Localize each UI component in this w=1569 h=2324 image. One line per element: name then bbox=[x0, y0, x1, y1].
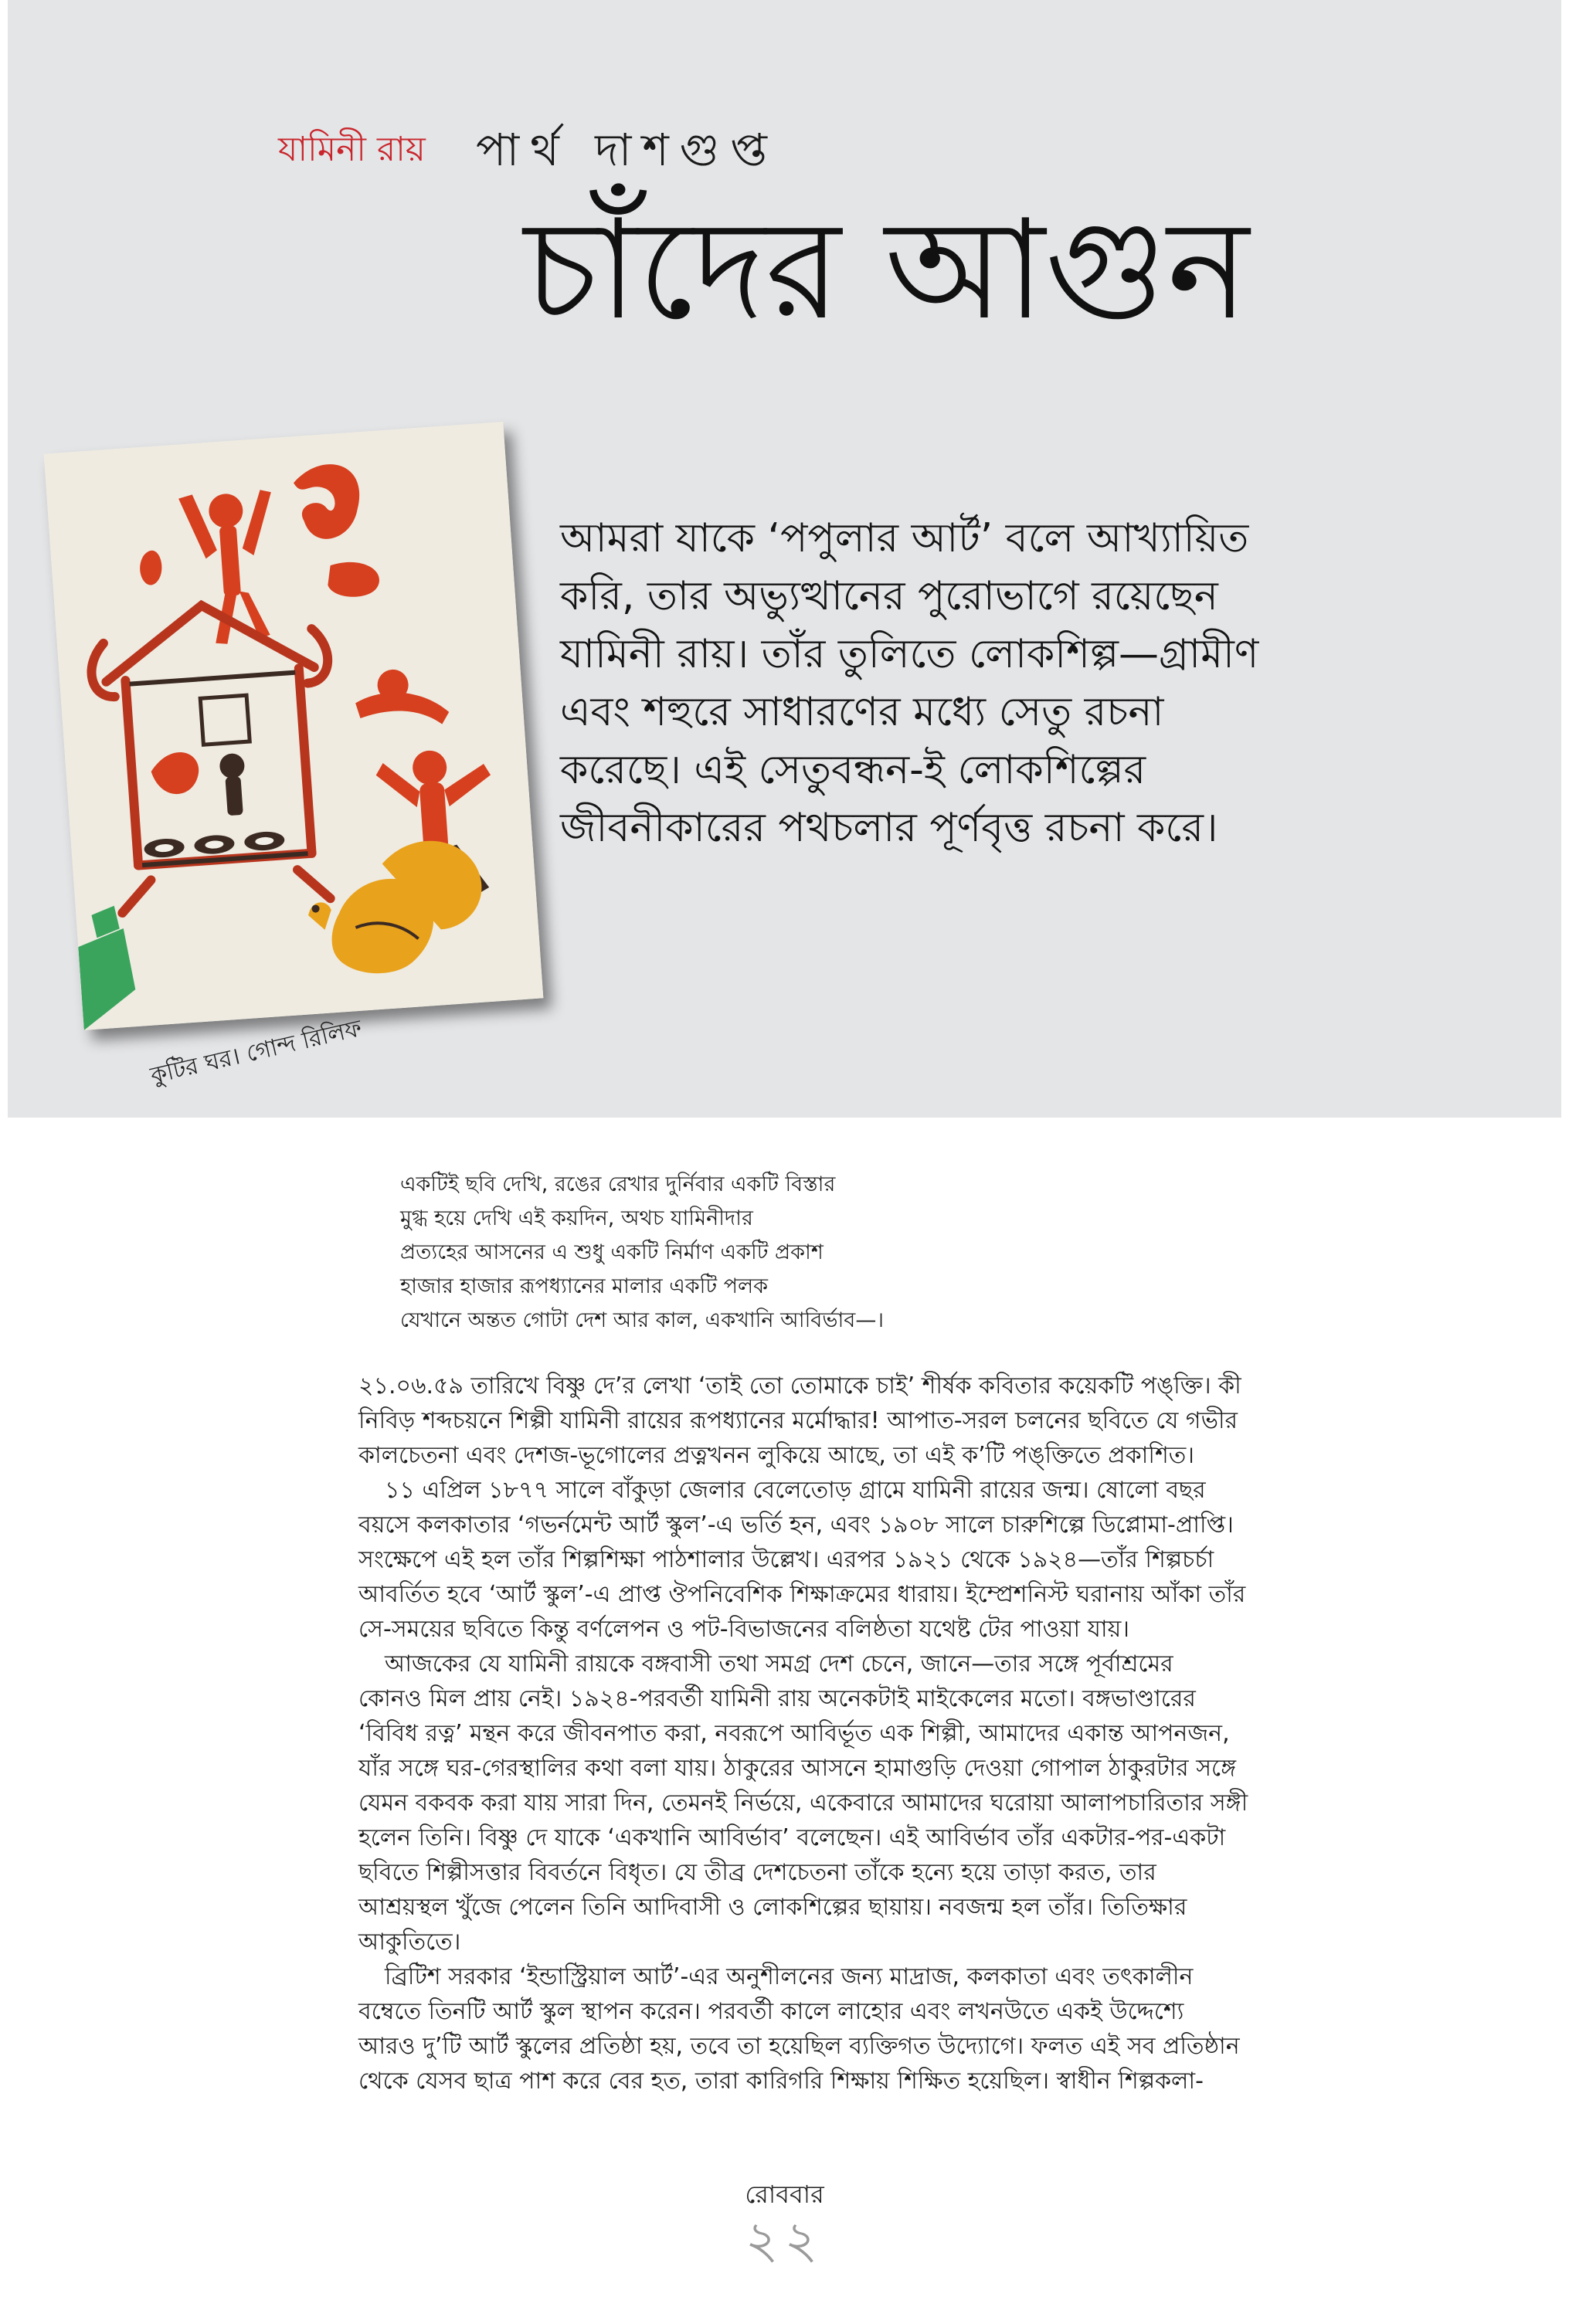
body-line: থেকে যেসব ছাত্র পাশ করে বের হত, তারা কারিগরি শিক্ষায় শিক্ষিত হয়েছিল। স্বাধীন শিল্পকলা- bbox=[358, 2068, 1204, 2095]
body-line: সে-সময়ের ছবিতে কিন্তু বর্ণলেপন ও পট-বিভাজনের বলিষ্ঠতা যথেষ্ট টের পাওয়া যায়। bbox=[358, 1616, 1129, 1643]
intro-paragraph bbox=[560, 510, 1533, 857]
intro-line: আমরা যাকে ‘পপুলার আর্ট’ বলে আখ্যায়িত bbox=[560, 515, 1249, 561]
body-line: আজকের যে যামিনী রায়কে বঙ্গবাসী তথা সমগ্র দেশ চেনে, জানে—তার সঙ্গে পূর্বাশ্রমের bbox=[385, 1651, 1173, 1678]
article-title: চাঁদের আগুন bbox=[524, 190, 1249, 350]
intro-line: করেছে। এই সেতুবন্ধন-ই লোকশিল্পের bbox=[560, 747, 1146, 793]
article-body bbox=[358, 1369, 1296, 2098]
body-line: আবর্তিত হবে ‘আর্ট স্কুল’-এ প্রাপ্ত ঔপনিবেশিক শিক্ষাক্রমের ধারায়। ইম্প্রেশনিস্ট ঘরানায় আঁকা তাঁর bbox=[358, 1581, 1246, 1608]
gond-relief-painting bbox=[44, 422, 544, 1030]
body-line: আশ্রয়স্থল খুঁজে পেলেন তিনি আদিবাসী ও লোকশিল্পের ছায়ায়। নবজন্ম হল তাঁর। তিতিক্ষার bbox=[358, 1894, 1187, 1921]
body-line: ব্রিটিশ সরকার ‘ইন্ডাস্ট্রিয়াল আর্ট’-এর অনুশীলনের জন্য মাদ্রাজ, কলকাতা এবং তৎকালীন bbox=[385, 1963, 1194, 1990]
body-line: ছবিতে শিল্পীসত্তার বিবর্তনে বিধৃত। যে তীব্র দেশচেতনা তাঁকে হন্যে হয়ে তাড়া করত, তার bbox=[358, 1859, 1156, 1886]
poem-line: মুগ্ধ হয়ে দেখি এই কয়দিন, অথচ যামিনীদার bbox=[400, 1206, 753, 1230]
body-line: আকুতিতে। bbox=[358, 1929, 461, 1956]
poem-quote bbox=[400, 1168, 1327, 1338]
intro-line: এবং শহুরে সাধারণের মধ্যে সেতু রচনা bbox=[560, 689, 1164, 735]
poem-line: হাজার হাজার রূপধ্যানের মালার একটি পলক bbox=[400, 1274, 769, 1298]
body-line: ‘বিবিধ রত্ন’ মন্থন করে জীবনপাত করা, নবরূপে আবির্ভূত এক শিল্পী, আমাদের একান্ত আপনজন, bbox=[358, 1720, 1230, 1747]
intro-line: জীবনীকারের পথচলার পূর্ণবৃত্ত রচনা করে। bbox=[560, 805, 1218, 851]
body-line: কালচেতনা এবং দেশজ-ভূগোলের প্রত্নখনন লুকিয়ে আছে, তা এই ক’টি পঙ্‌ক্তিতে প্রকাশিত। bbox=[358, 1442, 1194, 1469]
body-line: নিবিড় শব্দচয়নে শিল্পী যামিনী রায়ের রূপধ্যানের মর্মোদ্ধার! আপাত-সরল চলনের ছবিতে যে গভীর bbox=[358, 1407, 1238, 1434]
author-name: পার্থ দাশগুপ্ত bbox=[476, 124, 778, 176]
intro-line: করি, তার অভ্যুত্থানের পুরোভাগে রয়েছেন bbox=[560, 573, 1218, 619]
magazine-name: রোববার bbox=[745, 2180, 824, 2209]
topic-label: যামিনী রায় bbox=[278, 130, 426, 169]
body-line: আরও দু’টি আর্ট স্কুলের প্রতিষ্ঠা হয়, তবে তা হয়েছিল ব্যক্তিগত উদ্যোগে। ফলত এই সব প্রতিষ্ঠান bbox=[358, 2033, 1240, 2060]
body-line: ২১.০৬.৫৯ তারিখে বিষ্ণু দে’র লেখা ‘তাই তো তোমাকে চাই’ শীর্ষক কবিতার কয়েকটি পঙ্‌ক্তি। কী bbox=[358, 1372, 1241, 1399]
page-number: ২২ bbox=[745, 2210, 824, 2270]
body-line: কোনও মিল প্রায় নেই। ১৯২৪-পরবর্তী যামিনী রায় অনেকটাই মাইকেলের মতো। বঙ্গভাণ্ডারের bbox=[358, 1685, 1196, 1712]
poem-line: যেখানে অন্তত গোটা দেশ আর কাল, একখানি আবির্ভাব—। bbox=[400, 1308, 884, 1332]
photo-caption: কুটির ঘর। গোন্দ রিলিফ bbox=[148, 1014, 365, 1090]
gond-relief-photo bbox=[44, 422, 544, 1030]
body-line: হলেন তিনি। বিষ্ণু দে যাকে ‘একখানি আবির্ভাব’ বলেছেন। এই আবির্ভাব তাঁর একটার-পর-একটা bbox=[358, 1824, 1226, 1851]
poem-line: একটিই ছবি দেখি, রঙের রেখার দুর্নিবার একটি বিস্তার bbox=[400, 1172, 836, 1196]
body-line: বম্বেতে তিনটি আর্ট স্কুল স্থাপন করেন। পরবর্তী কালে লাহোর এবং লখনউতে একই উদ্দেশ্যে bbox=[358, 1998, 1184, 2025]
body-line: বয়সে কলকাতার ‘গভর্নমেন্ট আর্ট স্কুল’-এ ভর্তি হন, এবং ১৯০৮ সালে চারুশিল্পে ডিপ্লোমা-প্রাপ্তি। bbox=[358, 1511, 1234, 1539]
body-line: সংক্ষেপে এই হল তাঁর শিল্পশিক্ষা পাঠশালার উল্লেখ। এরপর ১৯২১ থেকে ১৯২৪—তাঁর শিল্পচর্চা bbox=[358, 1546, 1214, 1573]
body-line: যেমন বকবক করা যায় সারা দিন, তেমনই নির্ভয়ে, একেবারে আমাদের ঘরোয়া আলাপচারিতার সঙ্গী bbox=[358, 1790, 1248, 1817]
body-line: যাঁর সঙ্গে ঘর-গেরস্থালির কথা বলা যায়। ঠাকুরের আসনে হামাগুড়ি দেওয়া গোপাল ঠাকুরটার সঙ্গে bbox=[358, 1755, 1236, 1782]
intro-line: যামিনী রায়। তাঁর তুলিতে লোকশিল্প—গ্রামীণ bbox=[560, 631, 1259, 677]
header-panel bbox=[8, 0, 1561, 1118]
poem-line: প্রত্যহের আসনের এ শুধু একটি নির্মাণ একটি প্রকাশ bbox=[400, 1240, 824, 1264]
body-line: ১১ এপ্রিল ১৮৭৭ সালে বাঁকুড়া জেলার বেলেতোড় গ্রামে যামিনী রায়ের জন্ম। ষোলো বছর bbox=[385, 1477, 1206, 1504]
